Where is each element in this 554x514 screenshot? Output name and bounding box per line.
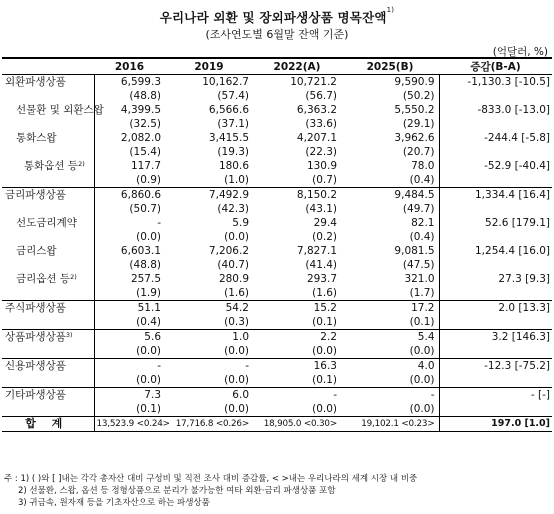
row-label-empty xyxy=(2,173,94,188)
share-row xyxy=(2,117,552,131)
total-cell: 18,905.0 <0.30> xyxy=(253,417,341,432)
value-cell: - xyxy=(333,389,337,401)
row-label-text: 금리스왑 xyxy=(16,245,57,257)
value-cell: - xyxy=(94,216,165,230)
value-cell: -12.3 [-75.2] xyxy=(439,359,552,374)
row-label xyxy=(2,188,94,203)
value-cell: -244.4 [-5.8] xyxy=(439,131,552,145)
share-row xyxy=(2,89,552,103)
value-cell: 2,082.0 xyxy=(94,131,165,145)
row-label xyxy=(2,272,94,286)
share-cell: (0.1) xyxy=(253,315,341,330)
value-cell: 1,254.4 [16.0] xyxy=(439,244,552,258)
value-cell: 6,603.1 xyxy=(94,244,165,258)
value-cell: 6,363.2 xyxy=(296,104,337,116)
share-cell: (0.0) xyxy=(94,344,165,359)
table-row xyxy=(2,272,552,286)
row-footnote: 2) xyxy=(78,160,85,168)
share-cell: (0.1) xyxy=(253,373,341,388)
share-cell xyxy=(439,286,552,301)
share-cell: (0.0) xyxy=(409,403,435,415)
share-cell xyxy=(439,117,552,131)
value-cell: 293.7 xyxy=(306,273,337,285)
row-footnote: 3) xyxy=(65,331,73,339)
value-cell: 9,484.5 xyxy=(394,189,435,201)
value-cell: 4.0 xyxy=(417,360,435,372)
share-cell xyxy=(439,230,552,244)
row-label-text: 기타파생상품 xyxy=(5,389,66,401)
value-cell: 10,721.2 xyxy=(290,76,337,88)
title-text: 우리나라 외환 및 장외파생상품 명목잔액 xyxy=(159,10,387,25)
share-cell: (0.0) xyxy=(341,373,439,388)
value-cell: - [-] xyxy=(439,388,552,403)
value-cell: -52.9 [-40.4] xyxy=(439,159,552,173)
share-cell xyxy=(439,89,552,103)
row-label-empty xyxy=(2,373,94,388)
total-cell: 17,716.8 <0.26> xyxy=(165,417,253,432)
value-cell: 10,162.7 xyxy=(202,76,249,88)
row-label-text: 금리옵션 등 xyxy=(16,273,71,285)
row-label xyxy=(2,244,94,258)
value-cell: 2.0 [13.3] xyxy=(439,301,552,316)
share-row xyxy=(2,145,552,159)
row-label-empty xyxy=(2,286,94,301)
row-label xyxy=(2,103,104,117)
share-row xyxy=(2,202,552,216)
share-cell: (37.1) xyxy=(217,118,249,130)
share-cell: (0.0) xyxy=(224,231,249,243)
share-cell: (50.2) xyxy=(402,90,435,102)
row-label xyxy=(2,216,94,230)
row-label xyxy=(2,330,94,345)
value-cell: 117.7 xyxy=(94,159,165,173)
value-cell: 17.2 xyxy=(411,302,435,314)
row-label xyxy=(2,75,94,90)
value-cell: 2.2 xyxy=(320,331,337,343)
value-cell: 1.0 xyxy=(232,331,249,343)
title-footnote: 1) xyxy=(386,6,395,14)
total-cell: 19,102.1 <0.23> xyxy=(341,417,439,432)
value-cell: 5,550.2 xyxy=(394,104,435,116)
total-cell: 197.0 [1.0] xyxy=(439,417,552,432)
row-label xyxy=(2,388,94,403)
row-label-text: 선물환 및 외환스왑 xyxy=(16,104,104,116)
table-row xyxy=(2,301,552,316)
share-cell: (20.7) xyxy=(402,146,435,158)
value-cell: 7,827.1 xyxy=(296,245,337,257)
share-cell: (0.0) xyxy=(341,344,439,359)
share-cell: (40.7) xyxy=(217,259,249,271)
value-cell: 29.4 xyxy=(313,217,337,229)
row-label-empty xyxy=(2,230,94,244)
row-label-text: 금리파생상품 xyxy=(5,189,66,201)
value-cell: 5.4 xyxy=(417,331,435,343)
share-cell: (0.4) xyxy=(94,315,165,330)
value-cell: 9,081.5 xyxy=(394,245,435,257)
share-cell: (47.5) xyxy=(402,259,435,271)
table-body xyxy=(2,75,552,432)
share-row xyxy=(2,258,552,272)
share-row xyxy=(2,373,552,388)
row-footnote: 2) xyxy=(70,273,77,281)
table-row xyxy=(2,159,552,173)
share-cell: (15.4) xyxy=(94,145,165,159)
header-cell: 2016 xyxy=(94,58,165,75)
total-row xyxy=(2,417,552,432)
value-cell: 321.0 xyxy=(404,273,435,285)
share-cell: (32.5) xyxy=(94,117,165,131)
header-row xyxy=(2,58,552,75)
value-cell: 51.1 xyxy=(94,301,165,316)
value-cell: - xyxy=(430,389,435,401)
share-cell: (0.2) xyxy=(312,231,337,243)
share-cell: (56.7) xyxy=(305,90,337,102)
share-cell: (1.6) xyxy=(165,286,253,301)
value-cell: 3,415.5 xyxy=(208,132,249,144)
footnote-2: 2) 선물환, 스왑, 옵션 등 정형상품으로 분리가 불가능한 여타 외환·금리 파생상품 포함 xyxy=(18,486,336,496)
total-label: 합 계 xyxy=(2,417,94,432)
table-row xyxy=(2,388,552,403)
share-cell: (43.1) xyxy=(305,203,337,215)
value-cell: 3.2 [146.3] xyxy=(439,330,552,345)
value-cell: 7,206.2 xyxy=(208,245,249,257)
row-label xyxy=(2,301,94,316)
share-row xyxy=(2,230,552,244)
share-cell: (0.7) xyxy=(253,173,341,188)
share-cell: (22.3) xyxy=(305,146,337,158)
row-label-empty xyxy=(2,145,94,159)
value-cell: 6.0 xyxy=(232,389,249,401)
share-cell: (1.6) xyxy=(253,286,341,301)
share-row xyxy=(2,344,552,359)
share-cell: (29.1) xyxy=(402,118,435,130)
row-label-text: 주식파생상품 xyxy=(5,302,66,314)
share-cell: (0.0) xyxy=(165,344,253,359)
value-cell: 6,566.6 xyxy=(208,104,249,116)
row-label-empty xyxy=(2,344,94,359)
share-cell: (1.0) xyxy=(165,173,253,188)
table-row xyxy=(2,103,552,117)
row-label-empty xyxy=(2,258,94,272)
value-cell: 130.9 xyxy=(306,160,337,172)
footnote-1: 주 : 1) ( )와 [ ]내는 각각 총자산 대비 구성비 및 직전 조사 대비 증감률, < >내는 우리나라의 세계 시장 내 비중 xyxy=(4,474,418,484)
share-cell: (41.4) xyxy=(305,259,337,271)
share-row xyxy=(2,315,552,330)
share-cell: (0.0) xyxy=(94,373,165,388)
value-cell: 4,207.1 xyxy=(296,132,337,144)
share-cell: (48.8) xyxy=(94,89,165,103)
value-cell: 6,860.6 xyxy=(94,188,165,203)
value-cell: 5.6 xyxy=(94,330,165,345)
value-cell: 4,399.5 xyxy=(94,103,165,117)
value-cell: 7.3 xyxy=(94,388,165,403)
share-cell: (0.0) xyxy=(94,230,165,244)
value-cell: 280.9 xyxy=(218,273,249,285)
share-row xyxy=(2,173,552,188)
share-cell: (0.1) xyxy=(341,315,439,330)
row-label xyxy=(2,359,94,374)
header-cell: 2019 xyxy=(165,58,253,75)
share-cell: (0.9) xyxy=(94,173,165,188)
row-label xyxy=(2,131,94,145)
row-label-text: 신용파생상품 xyxy=(5,360,66,372)
share-cell: (50.7) xyxy=(94,202,165,216)
value-cell: 15.2 xyxy=(313,302,337,314)
value-cell: 180.6 xyxy=(218,160,249,172)
share-cell xyxy=(439,202,552,216)
share-cell: (57.4) xyxy=(217,90,249,102)
value-cell: 7,492.9 xyxy=(208,189,249,201)
header-cell: 2022(A) xyxy=(253,58,341,75)
share-cell xyxy=(439,173,552,188)
share-cell xyxy=(439,145,552,159)
value-cell: 8,150.2 xyxy=(296,189,337,201)
value-cell: 52.6 [179.1] xyxy=(439,216,552,230)
outstanding-table xyxy=(2,57,552,432)
value-cell: -833.0 [-13.0] xyxy=(439,103,552,117)
share-cell: (0.0) xyxy=(253,344,341,359)
value-cell: 82.1 xyxy=(411,217,435,229)
share-cell xyxy=(439,344,552,359)
share-row xyxy=(2,402,552,417)
share-cell xyxy=(439,315,552,330)
value-cell: 257.5 xyxy=(94,272,165,286)
header-cell xyxy=(2,58,94,75)
table-row xyxy=(2,75,552,90)
share-cell: (49.7) xyxy=(402,203,435,215)
value-cell: 9,590.9 xyxy=(394,76,435,88)
row-label-empty xyxy=(2,202,94,216)
share-cell: (0.1) xyxy=(94,402,165,417)
row-label xyxy=(2,159,94,173)
share-cell: (0.3) xyxy=(165,315,253,330)
value-cell: 5.9 xyxy=(232,217,249,229)
value-cell: 16.3 xyxy=(313,360,337,372)
footnotes xyxy=(4,473,552,509)
table-row xyxy=(2,330,552,345)
table-row xyxy=(2,359,552,374)
table-row xyxy=(2,131,552,145)
share-cell: (0.0) xyxy=(224,403,249,415)
share-cell xyxy=(439,402,552,417)
row-label-text: 상품파생상품 xyxy=(5,331,66,343)
value-cell: - xyxy=(94,359,165,374)
value-cell: 1,334.4 [16.4] xyxy=(439,188,552,203)
value-cell: 3,962.6 xyxy=(394,132,435,144)
header-cell: 2025(B) xyxy=(341,58,439,75)
share-cell xyxy=(439,373,552,388)
footnote-3: 3) 귀금속, 원자재 등을 기초자산으로 하는 파생상품 xyxy=(18,498,210,508)
row-label-empty xyxy=(2,89,94,103)
share-cell: (0.4) xyxy=(341,173,439,188)
share-cell: (33.6) xyxy=(305,118,337,130)
page-title xyxy=(0,8,554,26)
row-label-text: 선도금리계약 xyxy=(16,217,77,229)
header-cell: 증감(B-A) xyxy=(439,58,552,75)
share-cell: (0.0) xyxy=(165,373,253,388)
share-cell: (0.0) xyxy=(312,403,337,415)
row-label-text: 통화스왑 xyxy=(16,132,57,144)
share-cell xyxy=(439,258,552,272)
value-cell: 27.3 [9.3] xyxy=(439,272,552,286)
value-cell: - xyxy=(245,360,249,372)
value-cell: 54.2 xyxy=(225,302,249,314)
share-cell: (0.4) xyxy=(409,231,435,243)
share-cell: (1.9) xyxy=(94,286,165,301)
value-cell: -1,130.3 [-10.5] xyxy=(439,75,552,90)
value-cell: 78.0 xyxy=(411,160,435,172)
share-cell: (48.8) xyxy=(94,258,165,272)
table-row xyxy=(2,244,552,258)
total-cell: 13,523.9 <0.24> xyxy=(94,417,165,432)
row-label-text: 통화옵션 등 xyxy=(24,160,79,172)
share-cell: (1.7) xyxy=(341,286,439,301)
table-row xyxy=(2,216,552,230)
value-cell: 6,599.3 xyxy=(94,75,165,90)
row-label-empty xyxy=(2,315,94,330)
row-label-text: 외환파생상품 xyxy=(5,76,66,88)
table-row xyxy=(2,188,552,203)
share-cell: (42.3) xyxy=(217,203,249,215)
row-label-empty xyxy=(2,117,94,131)
page-subtitle: (조사연도별 6월말 잔액 기준) xyxy=(205,28,349,41)
share-row xyxy=(2,286,552,301)
unit-label: (억달러, %) xyxy=(492,46,548,58)
share-cell: (19.3) xyxy=(217,146,249,158)
row-label-empty xyxy=(2,402,94,417)
